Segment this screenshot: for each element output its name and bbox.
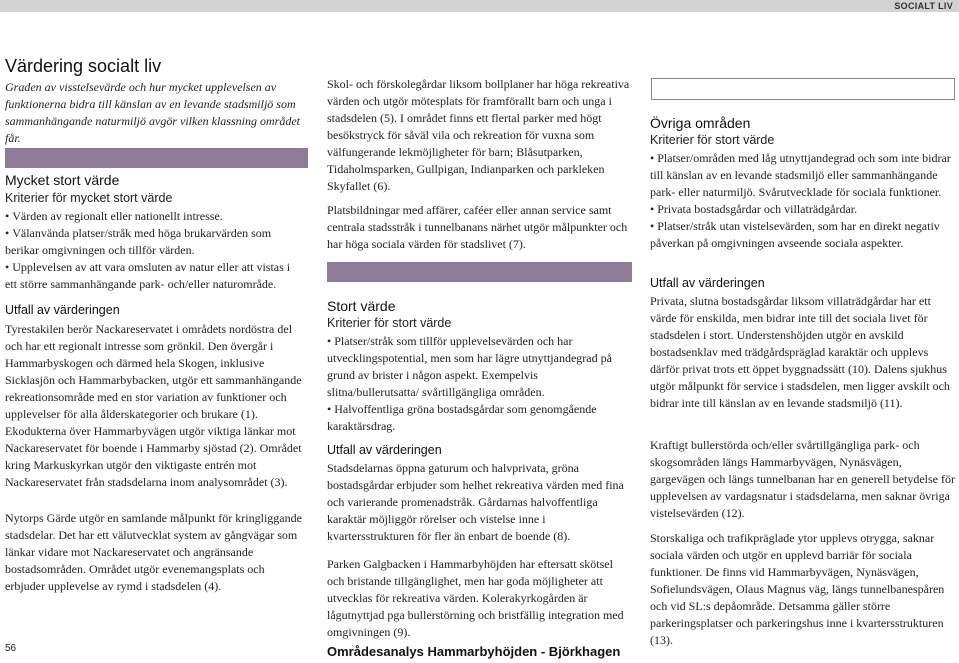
body-text — [327, 202, 632, 253]
outcome-text — [650, 437, 955, 522]
outcome-text — [327, 556, 632, 641]
criteria-list — [327, 333, 627, 435]
paragraph: Platsbildningar med affärer, caféer eller annan service samt centrala stadsstråk i tunnelbanans närhet utgör målpunkter och har höga sociala värden för stadslivet (7). — [327, 203, 628, 251]
paragraph: Storskaliga och trafikpräglade ytor upplevs otrygga, saknar sociala värden och utgör en upplevd barriär för sociala funktioner. De finns vid Hammarbyvägen, Nynäsvägen, Sofielundsvägen, Olaus Magnus väg, längs tunnelbanespåren och vid SL:s depåområde. Detsamma gäller större parkeringsplatser och parkeringshus inne i kvartersstrukturen (13). — [650, 531, 945, 647]
body-text — [327, 76, 632, 195]
criteria-title: Kriterier för stort värde — [650, 133, 775, 147]
paragraph: Skol- och förskolegårdar liksom bollplaner har höga rekreativa värden och utgör mötesplats för framförallt barn och unga i stadsdelen (5). I området finns ett flertal parker med högt besökstryck för såväl vila och rekreation för vuxna som välfungerande lekmöjligheter för barn; Blåsutparken, Tidaholmsparken, Gullpigan, Indianparken och parkleken Skyfallet (6). — [327, 77, 630, 193]
paragraph: Privata, slutna bostadsgårdar liksom villaträdgårdar har ett värde för enskilda, men bidrar inte till det sociala livet för stadsdelen i stort. Understenshöjden utgör en avskild bostadsenklav med trädgårdspräglad karaktär och upplevs därför privat trots ett öppet byggnadssätt (10). Dalens sjukhus utgör målpunkt för service i stadsdelen, men ligger avskilt och bidrar inte till känslan av en levande stadsmiljö (11). — [650, 294, 950, 410]
criteria-list — [5, 208, 305, 293]
list-item: • Privata bostadsgårdar och villaträdgårdar. — [650, 201, 955, 218]
criteria-list — [650, 150, 955, 252]
intro-text: Graden av visstelsevärde och hur mycket upplevelsen av funktionerna bidra till känslan av en levande stadsmiljö som sammanhängande naturmiljö avgör vilken klassning området får. — [5, 80, 300, 145]
section-tag: SOCIALT LIV — [894, 1, 953, 11]
paragraph: Tyrestakilen berör Nackareservatet i områdets nordöstra del och har ett regionalt intresse som grönkil. Den övergår i Hammarbyskogen och därmed hela Skogen, inklusive Sicklasjön och Hammarbybacken, utgör ett sammanhängande rekreationsområde med en stor variation av funktioner och upplevelser för alla ålderskategorier och brukare (1). Ekodukterna över Hammarbyvägen utgör viktiga länkar mot Nackareservatet för boende i Hammarby sjöstad (2). Området kring Markuskyrkan utgör den viktigaste entrén mot Nackareservatet från stadsdelarna inom analysområdet (3). — [5, 322, 302, 489]
outcome-text — [650, 530, 955, 649]
list-item: • Välanvända platser/stråk med höga brukarvärden som berikar omgivningen och tillför värden. — [5, 225, 305, 259]
list-item: • Värden av regionalt eller nationellt intresse. — [5, 208, 305, 225]
outcome-text — [5, 321, 305, 491]
list-item: • Halvoffentliga gröna bostadsgårdar som genomgående karaktärsdrag. — [327, 401, 627, 435]
outcome-text — [650, 293, 955, 412]
outcome-title: Utfall av värderingen — [5, 303, 120, 317]
outcome-title: Utfall av värderingen — [650, 276, 765, 290]
paragraph: Parken Galgbacken i Hammarbyhöjden har eftersatt skötsel och bristande tillgänglighet, men har goda möjligheter att utvecklas för rekreativa värden. Kolerakyrkogården är lågutnyttjad pga bullerstörning och bristfällig integration med omgivningen (9). — [327, 557, 624, 639]
list-item: • Upplevelsen av att vara omsluten av natur eller att vistas i ett större sammanhängande park- och/eller naturområde. — [5, 259, 305, 293]
paragraph: Nytorps Gärde utgör en samlande målpunkt för kringliggande stadsdelar. Det har ett välutvecklat system av gångvägar som länkar vidare mot Nackareservatet och angränsande bostadsområden. Området utgör evenemangsplats och erbjuder upplevelse av rymd i stadsdelen (4). — [5, 511, 302, 593]
criteria-title: Kriterier för mycket stort värde — [5, 191, 173, 205]
page-number: 56 — [5, 643, 17, 654]
section-title-high: Stort värde — [327, 298, 396, 314]
section-title-other: Övriga områden — [650, 115, 751, 131]
page-title: Värdering socialt liv — [5, 56, 162, 76]
section-divider-bar — [5, 148, 308, 168]
outcome-text — [327, 460, 632, 545]
list-item: • Platser/områden med låg utnyttjandegrad och som inte bidrar till känslan av en levande stadsmiljö eller sammanhängande park- eller naturmiljö. Svårutvecklade för sociala funktioner. — [650, 150, 955, 201]
section-divider-bar — [327, 262, 632, 282]
list-item: • Platser/stråk utan vistelsevärden, som har en direkt negativ påverkan på omgivningen avseende sociala aspekter. — [650, 218, 955, 252]
list-item: • Platser/stråk som tillför upplevelsevärden och har utvecklingspotential, men som har lägre utnyttjandegrad på grund av brister i någon aspekt. Exempelvis slitna/bullerutsatta/ svårtillgängliga områden. — [327, 333, 627, 401]
section-divider-box — [651, 78, 955, 100]
section-title-very-high: Mycket stort värde — [5, 172, 120, 188]
outcome-text — [5, 510, 305, 595]
footer-title: Områdesanalys Hammarbyhöjden - Björkhagen — [327, 644, 621, 659]
paragraph: Kraftigt bullerstörda och/eller svårtillgängliga park- och skogsområden längs Hammarbyvägen, Nynäsvägen, gargevägen och längs tunnelbanan har en generell betydelse för upplevelsen av vardagsnatur i stadsdelarna, men saknar övriga vistelsevärden (12). — [650, 438, 955, 520]
criteria-title: Kriterier för stort värde — [327, 316, 452, 330]
paragraph: Stadsdelarnas öppna gaturum och halvprivata, gröna bostadsgårdar erbjuder som helhet rekreativa värden med fina och varierande promenadstråk. Gårdarnas halvoffentliga karaktär möjliggör rörelser och vistelse inne i kvartersstrukturen för fler än enbart de boende (8). — [327, 461, 624, 543]
top-bar — [0, 0, 959, 12]
outcome-title: Utfall av värderingen — [327, 443, 442, 457]
